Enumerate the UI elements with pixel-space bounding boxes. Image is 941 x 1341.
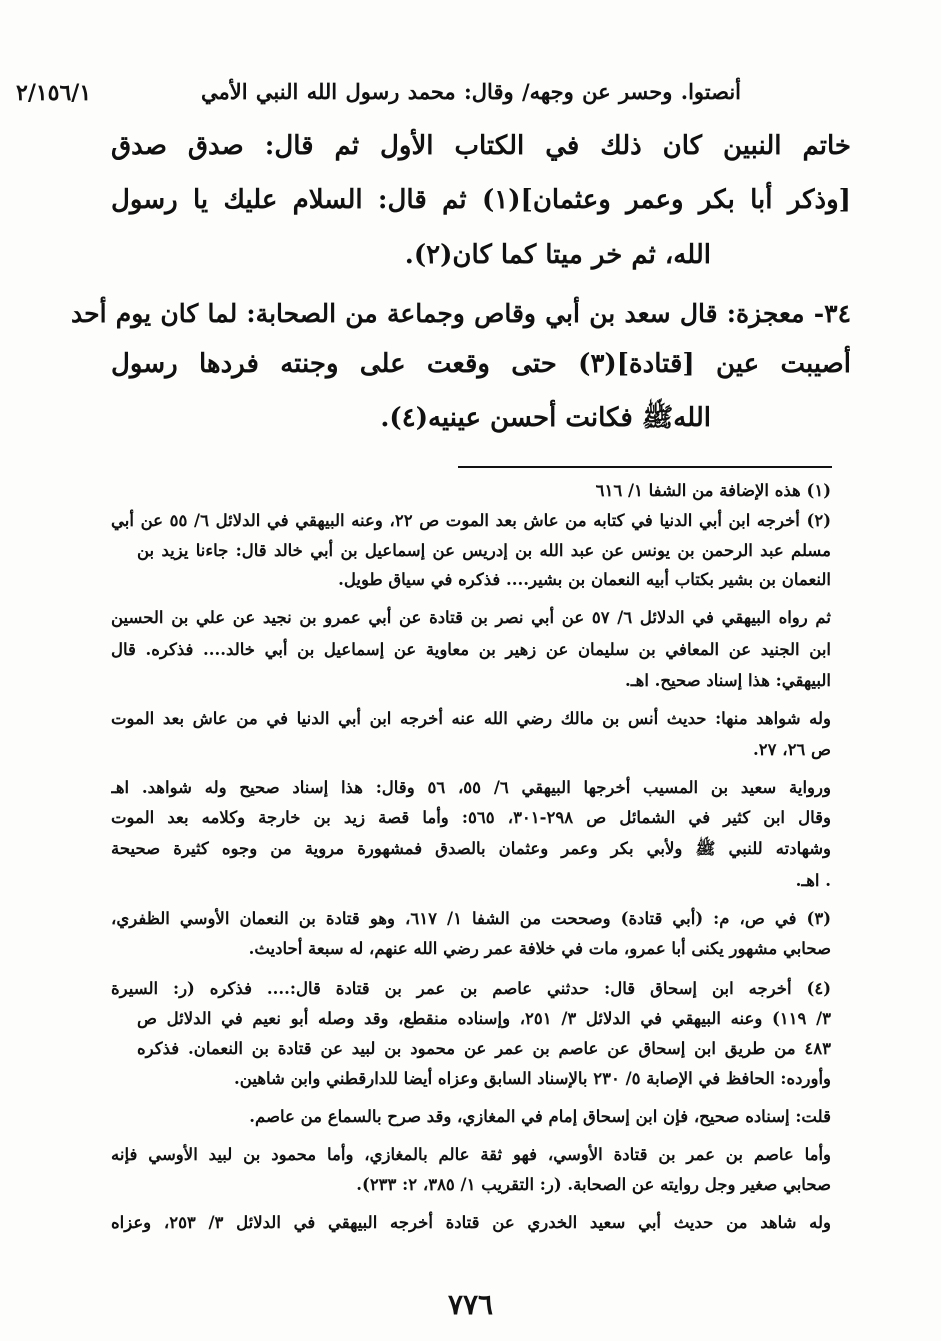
footnote-line: ٤٨٣ من طريق ابن إسحاق عن عاصم بن عمر عن محمود بن لبيد عن قتادة بن النعمان. فذكره (137, 1039, 831, 1058)
footnote-line: (٤) أخرجه ابن إسحاق قال: حدثني عاصم بن عمر بن قتادة قال:.... فذكره (ر: السيرة (111, 979, 831, 998)
footnote-line: ثم رواه البيهقي في الدلائل ٦/ ٥٧ عن أبي نصر بن قتادة عن أبي عمرو بن نجيد عن علي بن الحسين (111, 608, 831, 627)
main-text-line: ٣٤- معجزة: قال سعد بن أبي وقاص وجماعة من الصحابة: لما كان يوم أحد (71, 299, 851, 328)
footnote-line: البيهقي: هذا إسناد صحيح. اهـ. (625, 671, 831, 690)
main-text-line: اللهﷺ فكانت أحسن عينيه(٤). (380, 403, 711, 433)
footnote-separator (458, 466, 832, 468)
footnote-line: ص ٢٦، ٢٧. (753, 740, 831, 759)
footnote-line: وأورده: الحافظ في الإصابة ٥/ ٢٣٠ بالإسناد السابق وعزاه أيضا للدارقطني وابن شاهين. (234, 1069, 831, 1088)
footnote-line: وله شواهد منها: حديث أنس بن مالك رضي الله عنه أخرجه ابن أبي الدنيا في من عاش بعد الموت (111, 709, 831, 728)
footnote-line: (٣) في ص، م: (أبي قتادة) وصححت من الشفا ١/ ٦١٧، وهو قتادة بن النعمان الأوسي الظفري، (111, 909, 831, 928)
page-number: ٧٧٦ (447, 1288, 494, 1321)
footnote-line: (١) هذه الإضافة من الشفا ١/ ٦١٦ (595, 481, 831, 500)
footnote-line: صحابي مشهور يكنى أبا عمرو، مات في خلافة عمر رضي الله عنهم، له سبعة أحاديث. (248, 939, 831, 958)
footnote-line: وأما عاصم بن عمر بن قتادة الأوسي، فهو ثقة عالم بالمغازي، وأما محمود بن لبيد الأوسي فإنه (111, 1145, 831, 1164)
footnote-line: ابن الجنيد عن المعافي بن سليمان عن زهير بن معاوية عن إسماعيل بن أبي خالد.... فذكره. قال (111, 640, 831, 659)
footnote-line: ٣/ ١١٩) وعنه البيهقي في الدلائل ٣/ ٢٥١، وإسناده منقطع، وقد وصله أبو نعيم في الدلائل ص (137, 1009, 831, 1028)
footnote-line: النعمان بن بشير بكتاب أبيه النعمان بن بشير.... فذكره في سياق طويل. (338, 570, 831, 589)
footnote-line: . اهـ. (795, 871, 831, 890)
margin-reference: ٢/١٥٦/١ (16, 80, 92, 106)
footnote-line: وقال ابن كثير في الشمائل ص ٢٩٨-٣٠١، ٥٦٥: وأما قصة زيد بن خارجة وكلامه بعد الموت (111, 808, 831, 827)
main-text-line: أصيبت عين [قتادة](٣) حتى وقعت على وجنته فردها رسول (111, 349, 851, 379)
footnote-line: صحابي صغير وجل روايته عن الصحابة. (ر: التقريب ١/ ٣٨٥، ٢: ٢٣٣). (356, 1175, 831, 1194)
main-text-line: أنصتوا. وحسر عن وجهه/ وقال: محمد رسول الله النبي الأمي (201, 79, 741, 104)
main-text-line: خاتم النبين كان ذلك في الكتاب الأول ثم قال: صدق صدق (111, 131, 851, 161)
footnote-line: (٢) أخرجه ابن أبي الدنيا في كتابه من عاش بعد الموت ص ٢٢، وعنه البيهقي في الدلائل ٦/ ٥٥ عن أبي (111, 511, 831, 530)
main-text-line: [وذكر أبا بكر وعمر وعثمان](١) ثم قال: السلام عليك يا رسول (111, 185, 851, 215)
footnote-line: ورواية سعيد بن المسيب أخرجها البيهقي ٦/ ٥٥، ٥٦ وقال: هذا إسناد صحيح وله شواهد. اهـ (111, 778, 831, 797)
footnote-line: قلت: إسناده صحيح، فإن ابن إسحاق إمام في المغازي، وقد صرح بالسماع من عاصم. (249, 1107, 831, 1126)
footnote-line: مسلم عبد الرحمن بن يونس عن عبد الله بن إدريس عن إسماعيل بن أبي خالد قال: جاءنا يزيد بن (137, 541, 831, 560)
footnote-line: وشهادته للنبي ﷺ ولأبي بكر وعمر وعثمان بالصدق فمشهورة مروية من وجوه كثيرة صحيحة (111, 839, 831, 858)
footnote-line: وله شاهد من حديث أبي سعيد الخدري عن قتادة أخرجه البيهقي في الدلائل ٣/ ٢٥٣، وعزاه (111, 1213, 831, 1232)
main-text-line: الله، ثم خر ميتا كما كان(٢). (404, 240, 711, 270)
